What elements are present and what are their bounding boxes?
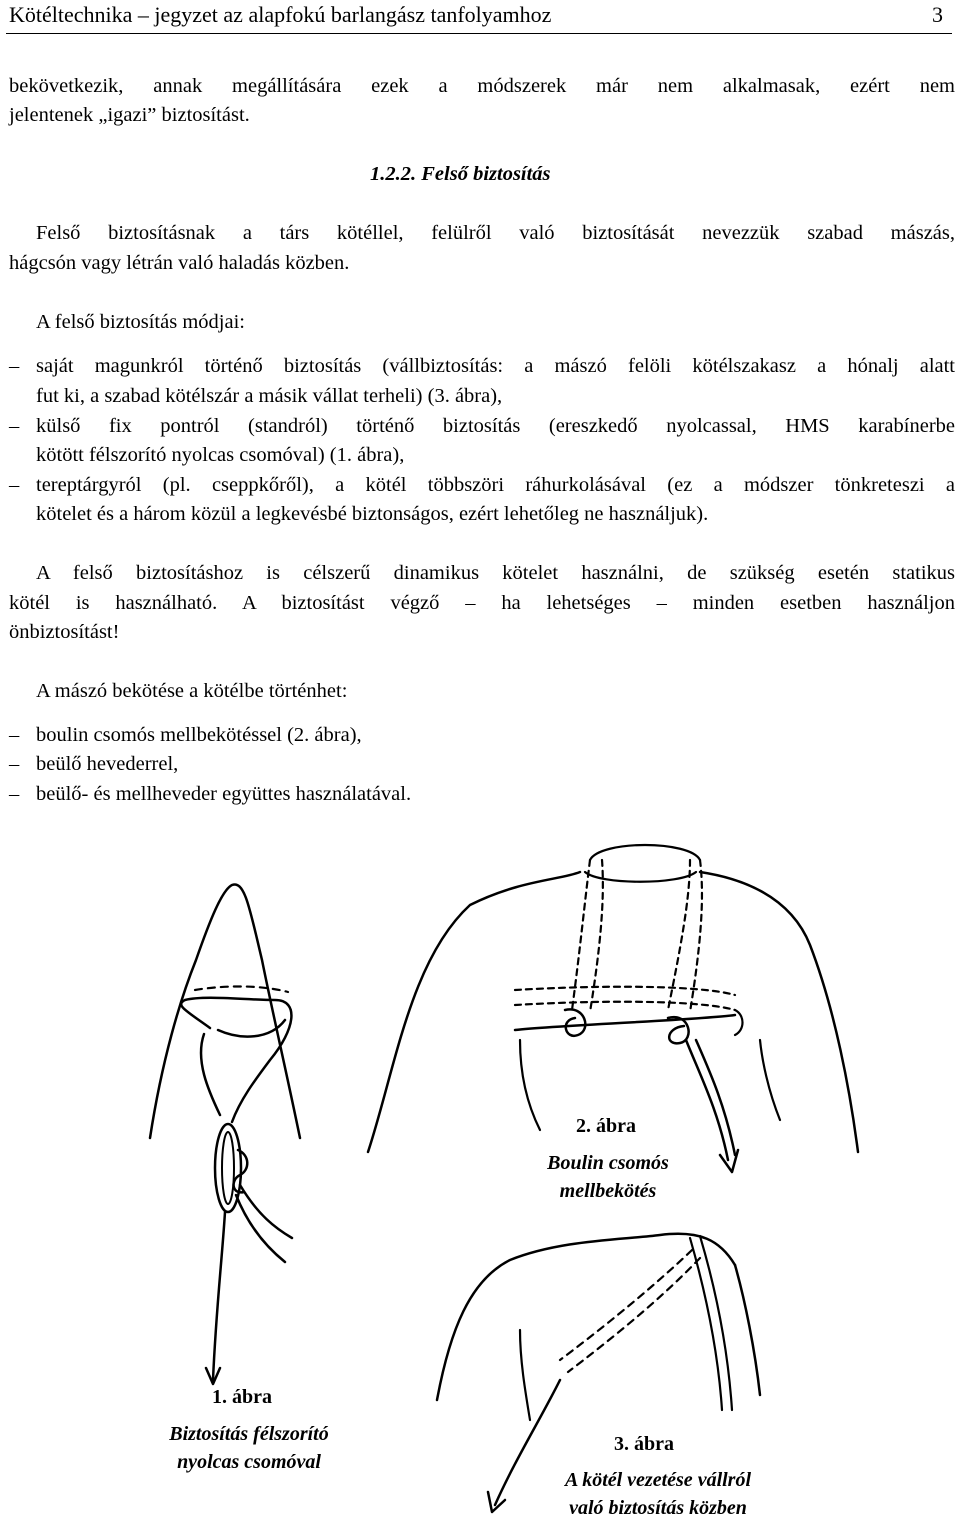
paragraph-line: Felső biztosításnak a társ kötéllel, felülről való biztosítását nevezzük szabad mászás, bbox=[36, 222, 955, 244]
paragraph-line: önbiztosítást! bbox=[9, 621, 120, 643]
figure-1-caption-line2: nyolcas csomóval bbox=[177, 1451, 321, 1473]
paragraph-line: A mászó bekötése a kötélbe történhet: bbox=[36, 680, 348, 702]
figure-2-number: 2. ábra bbox=[576, 1115, 636, 1137]
section-heading-number: 1.2.2. bbox=[370, 163, 417, 185]
list-dash: – bbox=[9, 474, 20, 496]
paragraph-line: hágcsón vagy létrán való haladás közben. bbox=[9, 252, 350, 274]
list-item-line: külső fix pontról (standról) történő biztosítás (ereszkedő nyolcassal, HMS karabínerbe bbox=[36, 415, 955, 437]
figure-1-number: 1. ábra bbox=[212, 1386, 272, 1408]
section-heading-title: Felső biztosítás bbox=[421, 163, 551, 185]
list-dash: – bbox=[9, 355, 20, 377]
list-item-line: beülő- és mellheveder együttes használatával. bbox=[36, 783, 412, 805]
figure-2-caption-line1: Boulin csomós bbox=[547, 1152, 669, 1174]
list-item-line: tereptárgyról (pl. cseppkőről), a kötél többszöri ráhurkolásával (ez a módszer tönkreteszi a bbox=[36, 474, 955, 496]
list-dash: – bbox=[9, 753, 20, 775]
list-item-line: kötött félszorító nyolcas csomóval) (1. ábra), bbox=[36, 444, 405, 466]
list-item-line: boulin csomós mellbekötéssel (2. ábra), bbox=[36, 724, 362, 746]
paragraph-line: jelentenek „igazi” biztosítást. bbox=[9, 104, 250, 126]
list-dash: – bbox=[9, 783, 20, 805]
figure-3-caption-line1: A kötél vezetése vállról bbox=[564, 1469, 752, 1491]
figure-3-number: 3. ábra bbox=[614, 1433, 674, 1455]
page-header-title: Kötéltechnika – jegyzet az alapfokú barlangász tanfolyamhoz bbox=[9, 2, 552, 27]
list-item-line: kötelet és a három közül a legkevésbé biztonságos, ezért lehetőleg ne használjuk). bbox=[36, 503, 709, 525]
figure-2-caption-line2: mellbekötés bbox=[559, 1180, 657, 1202]
list-dash: – bbox=[9, 415, 20, 437]
figure-1-caption-line1: Biztosítás félszorító bbox=[169, 1423, 329, 1445]
paragraph-line: A felső biztosításhoz is célszerű dinamikus kötelet használni, de szükség esetén statikus bbox=[36, 562, 955, 584]
page-number: 3 bbox=[932, 2, 943, 27]
paragraph-line: kötél is használható. A biztosítást végző – ha lehetséges – minden esetben használjon bbox=[9, 592, 955, 614]
list-item-line: fut ki, a szabad kötélszár a másik vállat terheli) (3. ábra), bbox=[36, 385, 503, 407]
paragraph-line: A felső biztosítás módjai: bbox=[36, 311, 245, 333]
figure-3-caption-line2: való biztosítás közben bbox=[569, 1497, 747, 1519]
paragraph-line: bekövetkezik, annak megállítására ezek a módszerek már nem alkalmasak, ezért nem bbox=[9, 75, 955, 97]
list-item-line: saját magunkról történő biztosítás (vállbiztosítás: a mászó felöli kötélszakasz a hónalj alatt bbox=[36, 355, 955, 377]
list-dash: – bbox=[9, 724, 20, 746]
list-item-line: beülő hevederrel, bbox=[36, 753, 179, 775]
